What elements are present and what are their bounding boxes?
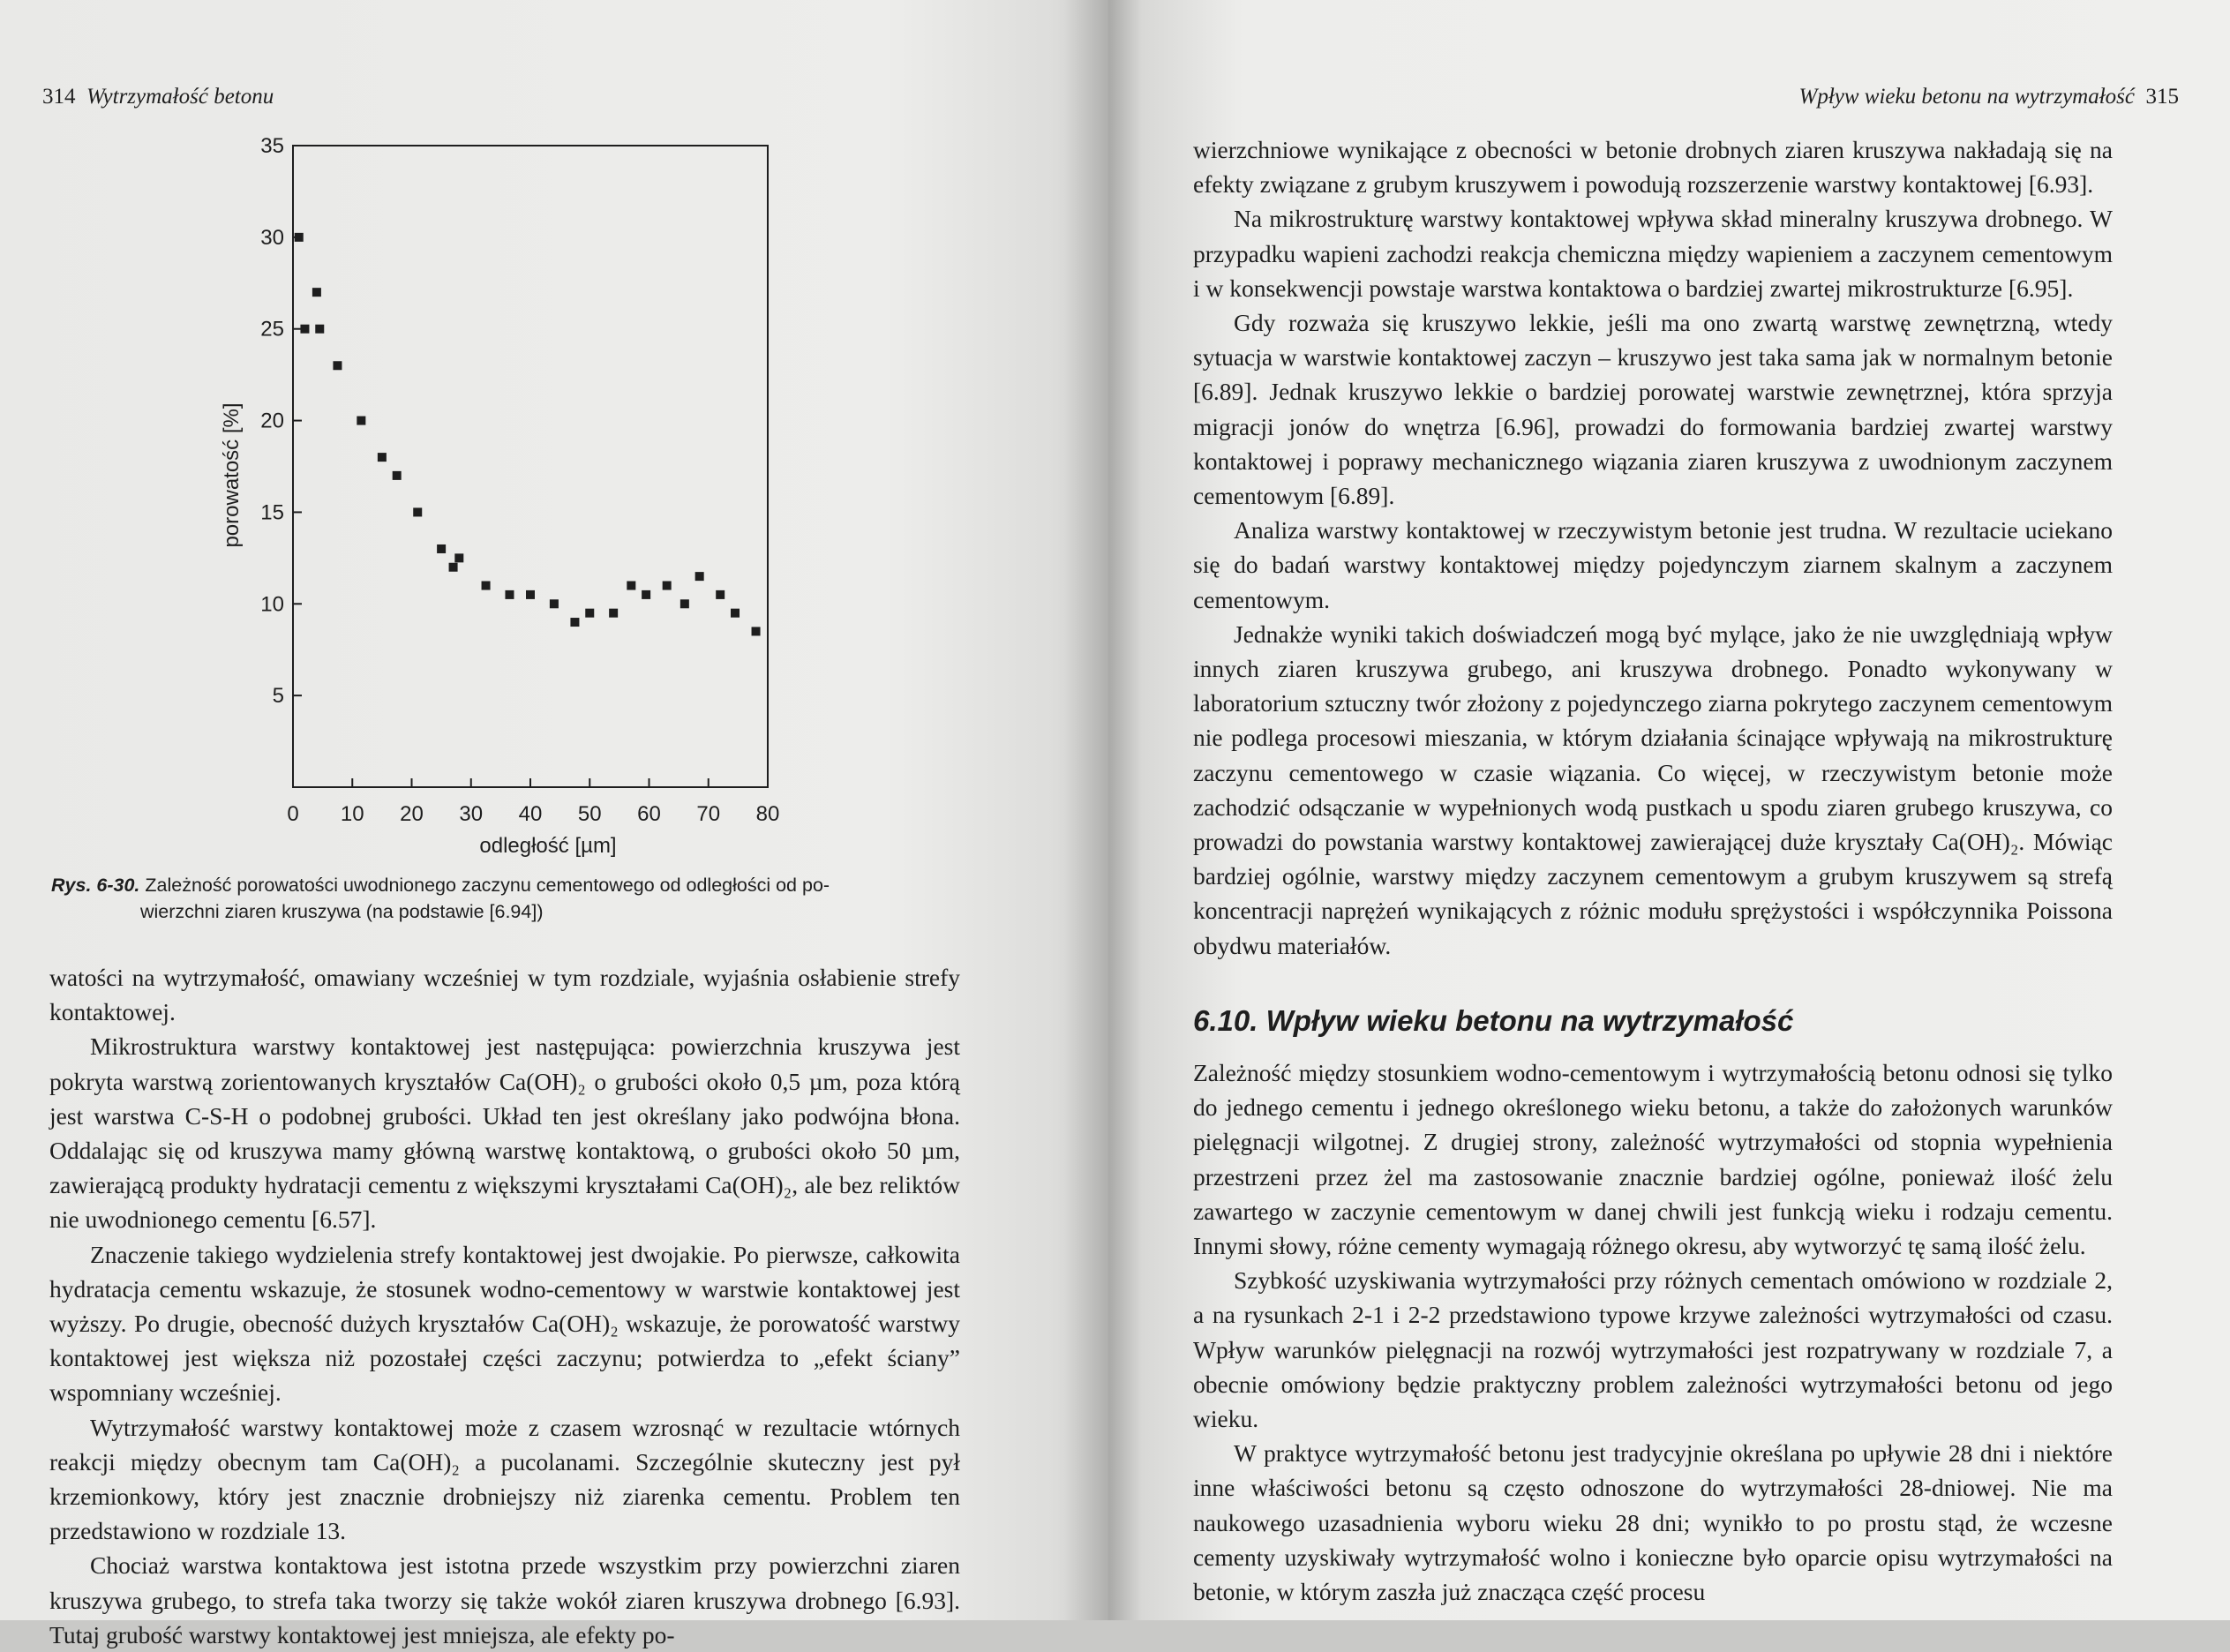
data-point [642, 590, 650, 599]
x-axis-label: odległość [µm] [479, 834, 617, 858]
right-paragraph: Analiza warstwy kontaktowej w rzeczywistym betonie jest trudna. W rezultacie uciekano się do badań warstwy kontaktowej między pojedynczym ziarnem skalnym a zaczynem cementowym. [1193, 516, 2113, 613]
x-tick-label: 20 [400, 802, 424, 826]
y-tick-label: 15 [260, 500, 284, 525]
left-paragraph: Wytrzymałość warstwy kontaktowej może z czasem wzrosnąć w rezultacie wtórnych reakcji między obecnym tam Ca(OH)₂ a pucolanami. Szczególnie skuteczny jest pył krzemionkowy, który jest znacznie drobniejszy niż ziarenka cementu. Problem ten przedstawiono w rozdziale 13. [49, 1413, 960, 1545]
right-page [1108, 0, 2230, 1620]
spine-shadow [1050, 0, 1108, 1620]
data-point [695, 572, 704, 581]
y-tick-label: 5 [272, 684, 284, 709]
caption-label: Rys. 6-30. [51, 875, 140, 896]
data-point [716, 590, 725, 599]
data-point [482, 582, 491, 590]
y-tick-label: 30 [260, 225, 284, 250]
y-tick-label: 25 [260, 317, 284, 342]
section-heading: 6.10. Wpływ wieku betonu na wytrzymałość [1193, 1004, 1794, 1037]
x-tick-label: 30 [459, 802, 484, 826]
x-tick-label: 10 [340, 802, 364, 826]
data-point [526, 590, 535, 599]
data-point [333, 361, 342, 370]
data-point [570, 618, 579, 627]
y-axis-label: porowatość [%] [220, 402, 244, 548]
data-point [663, 582, 672, 590]
x-tick-label: 50 [577, 802, 602, 826]
left-page [0, 0, 1108, 1648]
data-point [315, 325, 324, 334]
data-point [378, 453, 387, 462]
left-paragraph: Znaczenie takiego wydzielenia strefy kontaktowej jest dwojakie. Po pierwsze, całkowita hydratacja cementu wskazuje, że stosunek wodno-cementowy w warstwie kontaktowej jest wyższy. Po drugie, obecność dużych kryształów Ca(OH)₂ wskazuje, że porowatość warstwy kontaktowej jest większa niż pozostałej części zaczynu; potwierdza to „efekt ściany” wspomniany wcześniej. [49, 1240, 960, 1407]
left-paragraph: Chociaż warstwa kontaktowa jest istotna przede wszystkim przy powierzchni ziaren kruszywa grubego, to strefa taka tworzy się także wokół ziaren kruszywa drobnego [6.93]. Tutaj grubość warstwy kontaktowej jest mniejsza, ale efekty po- [49, 1551, 960, 1648]
right-paragraph: Gdy rozważa się kruszywo lekkie, jeśli ma ono zwartą warstwę zewnętrzną, wtedy sytuacja w warstwie kontaktowej zaczyn – kruszywo jest taka sama jak w normalnym betonie [6.89]. Jednak kruszywo lekkie o bardziej porowatej warstwie zewnętrznej, która sprzyja migracji jonów do wnętrza [6.96], prowadzi do formowania bardziej zwartej warstwy kontaktowej i poprawy mechanicznego wiązania ziaren kruszywa z uwodnionym zaczynem cementowym [6.89]. [1193, 309, 2113, 510]
porosity-chart [0, 0, 1108, 874]
chart-points [295, 233, 761, 636]
plot-frame [293, 146, 768, 787]
caption-line-2: wierzchni ziaren kruszywa (na podstawie [6.94]) [140, 901, 544, 922]
data-point [609, 609, 618, 618]
x-tick-label: 60 [637, 802, 661, 826]
x-tick-label: 40 [518, 802, 543, 826]
data-point [627, 582, 635, 590]
data-point [449, 563, 458, 572]
right-paragraph: Zależność między stosunkiem wodno-cementowym i wytrzymałością betonu odnosi się tylko do jednego cementu i jednego określonego wieku betonu, a także do założonych warunków pielęgnacji wilgotnej. Z drugiej strony, zależność wytrzymałości od stopnia wypełnienia przestrzeni przez żel ma zastosowanie znacznie bardziej ogólne, ponieważ ilość żelu zawartego w zaczynie cementowym w danej chwili jest funkcją wieku i rodzaju cementu. Innymi słowy, różne cementy wymagają różnego okresu, aby wytworzyć tę samą ilość żelu. [1193, 1059, 2113, 1260]
right-page-number: 315 [2145, 85, 2179, 109]
left-paragraph: watości na wytrzymałość, omawiany wcześniej w tym rozdziale, wyjaśnia osłabienie strefy kontaktowej. [49, 964, 960, 1026]
x-tick-label: 80 [755, 802, 780, 826]
data-point [437, 544, 446, 553]
left-paragraph: Mikrostruktura warstwy kontaktowej jest następująca: powierzchnia kruszywa jest pokryta warstwą zorientowanych kryształów Ca(OH)₂ o grubości około 0,5 µm, poza którą jest warstwa C-S-H o podobnej grubości. Układ ten jest określany jako podwójna błona. Oddalając się od kruszywa mamy główną warstwę kontaktową, o grubości około 50 µm, zawierającą produkty hydratacji cementu z większymi kryształami Ca(OH)₂, ale bez reliktów nie uwodnionego cementu [6.57]. [49, 1032, 960, 1234]
right-body-text-top [1193, 132, 2113, 963]
right-body-text-bottom [1193, 1055, 2113, 1609]
y-tick-label: 20 [260, 409, 284, 433]
data-point [295, 233, 304, 242]
y-tick-label: 35 [260, 134, 284, 158]
data-point [357, 417, 365, 425]
figure-caption [51, 872, 969, 925]
left-body-text [49, 960, 960, 1652]
data-point [731, 609, 740, 618]
y-tick-label: 10 [260, 592, 284, 617]
right-paragraph: wierzchniowe wynikające z obecności w betonie drobnych ziaren kruszywa nakładają się na efekty związane z grubym kruszywem i powodują rozszerzenie warstwy kontaktowej [6.93]. [1193, 136, 2113, 199]
left-running-title: Wytrzymałość betonu [86, 85, 274, 109]
x-tick-label: 70 [696, 802, 721, 826]
right-paragraph: Na mikrostrukturę warstwy kontaktowej wpływa skład mineralny kruszywa drobnego. W przypadku wapieni zachodzi reakcja chemiczna między wapieniem a zaczynem cementowym i w konsekwencji powstaje warstwa kontaktowa o bardziej zwartej mikrostrukturze [6.95]. [1193, 205, 2113, 302]
data-point [413, 507, 422, 516]
data-point [312, 288, 321, 297]
data-point [680, 599, 689, 608]
data-point [752, 627, 761, 635]
data-point [393, 471, 402, 480]
data-point [550, 599, 559, 608]
data-point [505, 590, 514, 599]
data-point [454, 553, 463, 562]
right-running-title: Wpływ wieku betonu na wytrzymałość [1798, 85, 2135, 109]
right-running-head [1799, 85, 2180, 109]
right-paragraph: Jednakże wyniki takich doświadczeń mogą być mylące, jako że nie uwzględniają wpływ innych ziaren kruszywa grubego, ani kruszywa drobnego. Ponadto wykonywany w laboratorium sztuczny twór złożony z pojedynczego ziarna pokrytego zaczynem cementowym nie podlega procesowi mieszania, w którym działania ścinające wpływają na mikrostrukturę zaczynu cementowego w czasie wiązania. Co więcej, w rzeczywistym betonie może zachodzić odsączanie w wypełnionych wodą pustkach u spodu ziaren grubego kruszywa, co prowadzi do powstania warstwy kontaktowej zawierającej duże kryształy Ca(OH)₂. Mówiąc bardziej ogólnie, warstwy między zaczynem cementowym a grubym kruszywem są strefą koncentracji naprężeń wynikających z różnic modułu sprężystości i współczynnika Poissona obydwu materiałów. [1193, 620, 2113, 959]
data-point [300, 325, 309, 334]
left-page-number: 314 [42, 85, 76, 109]
right-paragraph: W praktyce wytrzymałość betonu jest tradycyjnie określana po upływie 28 dni i niektóre inne właściwości betonu są często odnoszone do wytrzymałości 28-dniowej. Nie ma naukowego uzasadnienia wyboru wieku 28 dni; wynikło to po prostu stąd, że wczesne cementy uzyskiwały wytrzymałość wolno i konieczne było oparcie opisu wytrzymałości na betonie, w którym zaszła już znacząca część procesu [1193, 1439, 2113, 1606]
chart-axes [220, 134, 779, 858]
data-point [585, 609, 594, 618]
caption-line-1: Zależność porowatości uwodnionego zaczynu cementowego od odległości od po- [145, 875, 830, 896]
right-paragraph: Szybkość uzyskiwania wytrzymałości przy różnych cementach omówiono w rozdziale 2, a na rysunkach 2-1 i 2-2 przedstawiono typowe krzywe zależności wytrzymałości od czasu. Wpływ warunków pielęgnacji na rozwój wytrzymałości jest rozpatrywany w rozdziale 7, a obecnie omówiony będzie praktyczny problem zależności wytrzymałości betonu od jego wieku. [1193, 1266, 2113, 1433]
x-tick-label: 0 [287, 802, 299, 826]
